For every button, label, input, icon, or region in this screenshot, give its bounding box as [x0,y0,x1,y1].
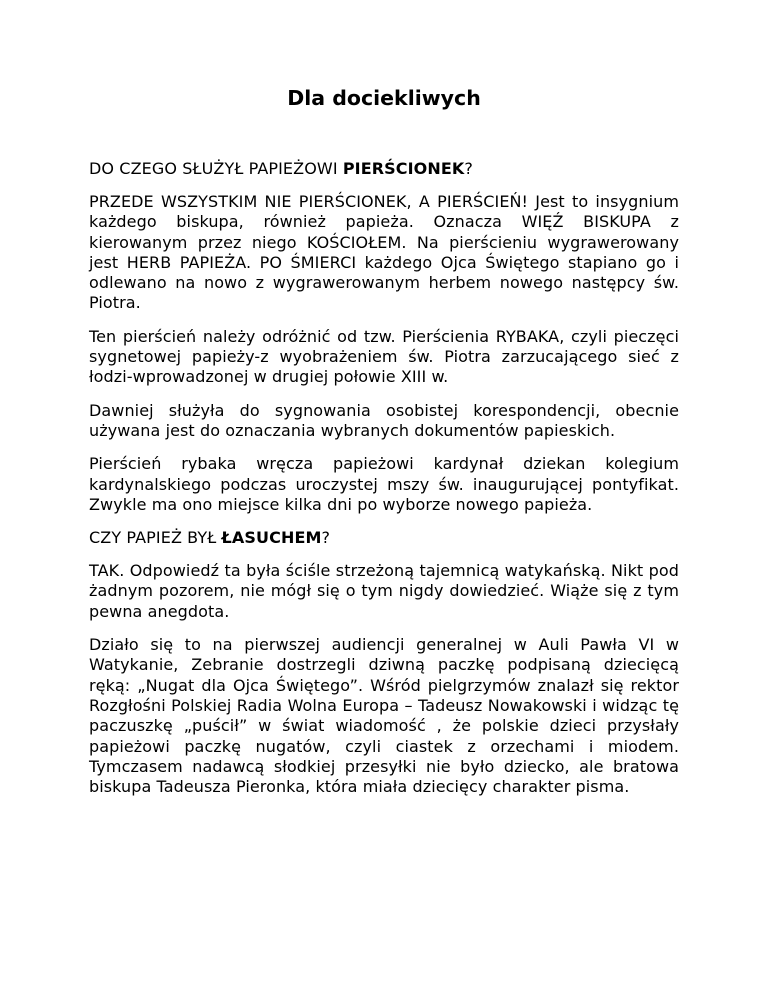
page-title: Dla dociekliwych [287,86,481,110]
question-ring-keyword: PIERŚCIONEK [342,159,465,178]
question-sweet-tooth-keyword: ŁASUCHEM [221,528,322,548]
paragraph-seal-use: Dawniej służyła do sygnowania osobistej korespondencji, obecnie używana jest do oznaczania wybranych dokumentów papieskich. [89,400,679,440]
paragraph-anecdote: Działo się to na pierwszej audiencji generalnej w Auli Pawła VI w Watykanie, Zebranie dostrzegli dziwną paczkę podpisaną dziecięcą ręką: „Nugat dla Ojca Świętego”. Wśród pielgrzymów znalazł się rektor Rozgłośni Polskiej Radia Wolna Europa – Tadeusz Nowakowski i widząc tę paczuszkę „puścił” w świat wiadomość , że polskie dzieci przysłały papieżowi paczkę nugatów, czyli ciastek z orzechami i miodem. Tymczasem nadawcą słodkiej przesyłki nie było dziecko, ale bratowa biskupa Tadeusza Pieronka, która miała dziecięcy charakter pisma. [89,635,679,797]
question-sweet-tooth-mark: ? [321,528,331,548]
paragraph-fisherman-ring: Ten pierścień należy odróżnić od tzw. Pierścienia RYBAKA, czyli pieczęci sygnetowej papieży-z wyobrażeniem św. Piotra zarzucającego sieć z łodzi-wprowadzonej w drugiej połowie XIII w. [89,326,679,387]
question-sweet-tooth-text: CZY PAPIEŻ BYŁ [89,528,222,548]
question-ring-text: DO CZEGO SŁUŻYŁ PAPIEŻOWI [89,159,343,178]
paragraph-ring-ceremony: Pierścień rybaka wręcza papieżowi kardynał dziekan kolegium kardynalskiego podczas uroczystej mszy św. inaugurującej pontyfikat. Zwykle ma ono miejsce kilka dni po wyborze nowego papieża. [89,454,679,514]
paragraph-ring-meaning: PRZEDE WSZYSTKIM NIE PIERŚCIONEK, A PIERŚCIEŃ! Jest to insygnium każdego biskupa, również papieża. Oznacza WIĘŹ BISKUPA z kierowanym przez niego KOŚCIOŁEM. Na pierścieniu wygrawerowany jest HERB PAPIEŻA. PO ŚMIERCI każdego Ojca Świętego stapiano go i odlewano na nowo z wygrawerowanym herbem nowego następcy św. Piotra. [89,192,679,313]
document-page [89,84,679,810]
question-sweet-tooth [89,528,679,548]
question-ring [89,159,679,179]
paragraph-answer: TAK. Odpowiedź ta była ściśle strzeżoną tajemnicą watykańską. Nikt pod żadnym pozorem, nie mógł się o tym nigdy dowiedzieć. Wiąże się z tym pewna anegdota. [89,561,679,621]
question-ring-mark: ? [464,159,473,178]
